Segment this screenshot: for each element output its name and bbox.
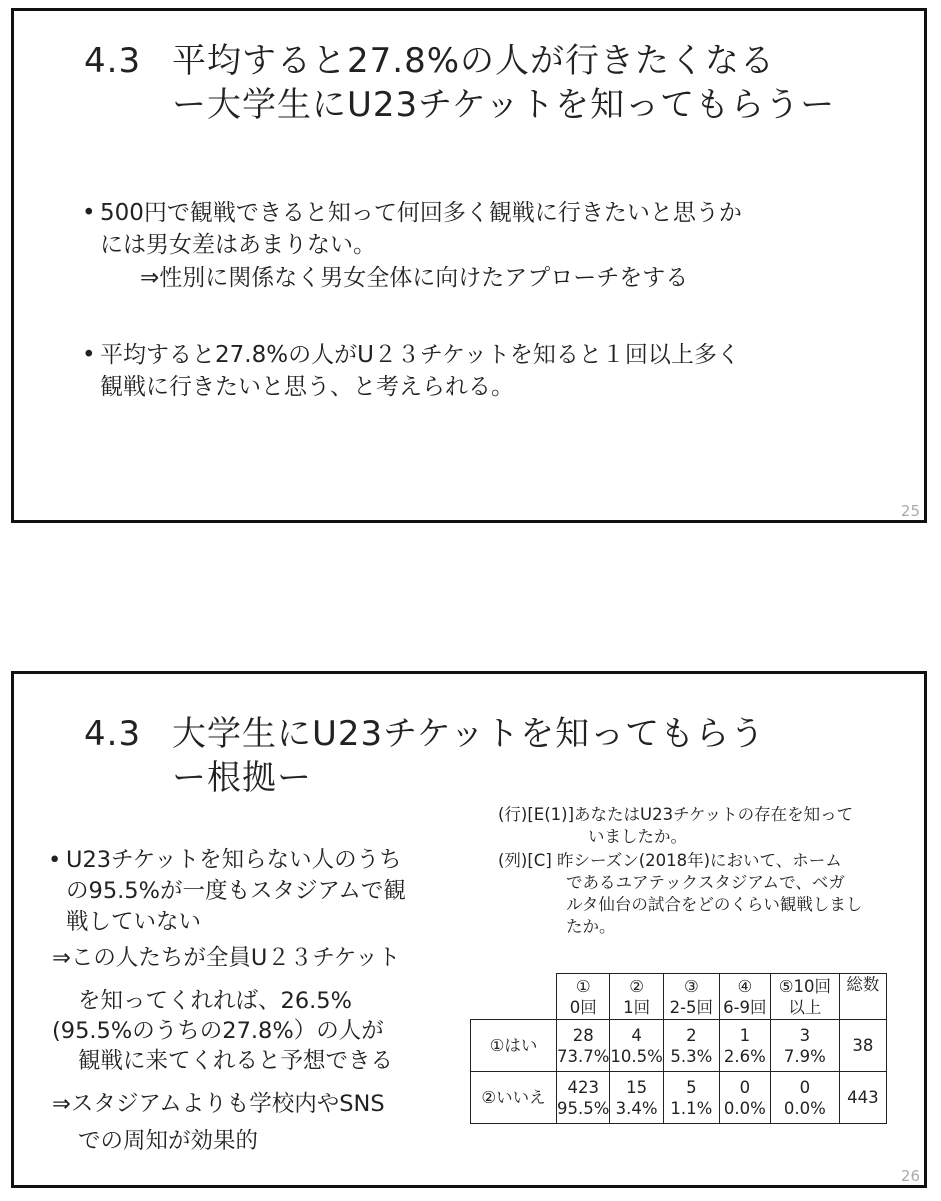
- table-corner: [471, 974, 557, 1020]
- note-row-question-cont: いましたか。: [588, 827, 687, 846]
- note-col-question-cont: たか。: [566, 917, 616, 936]
- page-number: 25: [900, 502, 920, 520]
- bullet-line: には男女差はあまりない。: [100, 232, 376, 258]
- table-cell: 423 95.5%: [557, 1072, 610, 1124]
- column-header: ① 0回: [557, 974, 610, 1020]
- table-header-row: [471, 974, 887, 1020]
- bullet-dot: •: [48, 847, 62, 873]
- table-cell: 5 1.1%: [663, 1072, 719, 1124]
- title-line-2: ー大学生にU23チケットを知ってもらうー: [172, 85, 836, 125]
- table-row: [471, 1072, 887, 1124]
- table-cell: 2 5.3%: [663, 1020, 719, 1072]
- table-cell: 3 7.9%: [770, 1020, 839, 1072]
- column-header-total: 総数: [839, 974, 886, 1020]
- arrow-line: (95.5%のうちの27.8%）の人が: [52, 1018, 384, 1044]
- arrow-line: ⇒この人たちが全員U２３チケット: [52, 945, 401, 971]
- table-cell-total: 443: [839, 1072, 886, 1124]
- bullet-dot: •: [82, 200, 96, 226]
- section-number: 4.3: [84, 41, 142, 81]
- bullet-line: 戦していない: [66, 909, 202, 935]
- slide-26: [11, 671, 927, 1188]
- table-cell: 28 73.7%: [557, 1020, 610, 1072]
- conclusion-arrow: ⇒性別に関係なく男女全体に向けたアプローチをする: [140, 265, 689, 291]
- slide-title: [84, 39, 835, 127]
- title-line-1: 大学生にU23チケットを知ってもらう: [172, 714, 766, 754]
- bullet-line: 平均すると27.8%の人がU２３チケットを知ると１回以上多く: [100, 342, 740, 368]
- bullet-line: の95.5%が一度もスタジアムで観: [66, 878, 406, 904]
- bullet-line: 観戦に行きたいと思う、と考えられる。: [100, 374, 514, 400]
- note-col-question-cont: ルタ仙台の試合をどのくらい観戦しまし: [566, 895, 863, 914]
- arrow-line: 観戦に来てくれると予想できる: [78, 1048, 394, 1074]
- table-row: [471, 1020, 887, 1072]
- bullet-gender: [82, 197, 742, 261]
- table-cell: 15 3.4%: [610, 1072, 663, 1124]
- row-label: ①はい: [471, 1020, 557, 1072]
- slide-25: [11, 8, 927, 523]
- column-header: ② 1回: [610, 974, 663, 1020]
- bullet-not-known: [48, 845, 406, 938]
- crosstab-table: [470, 973, 887, 1124]
- note-row-question: (行)[E(1)]あなたはU23チケットの存在を知って: [498, 805, 854, 824]
- note-col-question-cont: であるユアテックスタジアムで、ベガ: [566, 873, 845, 892]
- section-number: 4.3: [84, 714, 142, 754]
- title-line-2: ー根拠ー: [172, 758, 312, 798]
- bullet-average: [82, 339, 740, 403]
- table-cell: 1 2.6%: [719, 1020, 770, 1072]
- arrow-line: を知ってくれれば、26.5%: [78, 988, 352, 1014]
- row-label: ②いいえ: [471, 1072, 557, 1124]
- table-cell-total: 38: [839, 1020, 886, 1072]
- note-col-question: (列)[C] 昨シーズン(2018年)において、ホーム: [498, 851, 842, 870]
- column-header: ③ 2-5回: [663, 974, 719, 1020]
- bullet-line: U23チケットを知らない人のうち: [66, 847, 402, 873]
- bullet-dot: •: [82, 342, 96, 368]
- column-header: ⑤10回 以上: [770, 974, 839, 1020]
- column-header: ④ 6-9回: [719, 974, 770, 1020]
- table-cell: 0 0.0%: [719, 1072, 770, 1124]
- arrow-line: ⇒スタジアムよりも学校内やSNS: [52, 1091, 385, 1117]
- slide-title: [84, 712, 765, 800]
- page-number: 26: [900, 1167, 920, 1185]
- title-line-1: 平均すると27.8%の人が行きたくなる: [172, 41, 776, 81]
- bullet-line: 500円で観戦できると知って何回多く観戦に行きたいと思うか: [100, 200, 742, 226]
- table-cell: 4 10.5%: [610, 1020, 663, 1072]
- arrow-line: での周知が効果的: [78, 1128, 259, 1154]
- table-cell: 0 0.0%: [770, 1072, 839, 1124]
